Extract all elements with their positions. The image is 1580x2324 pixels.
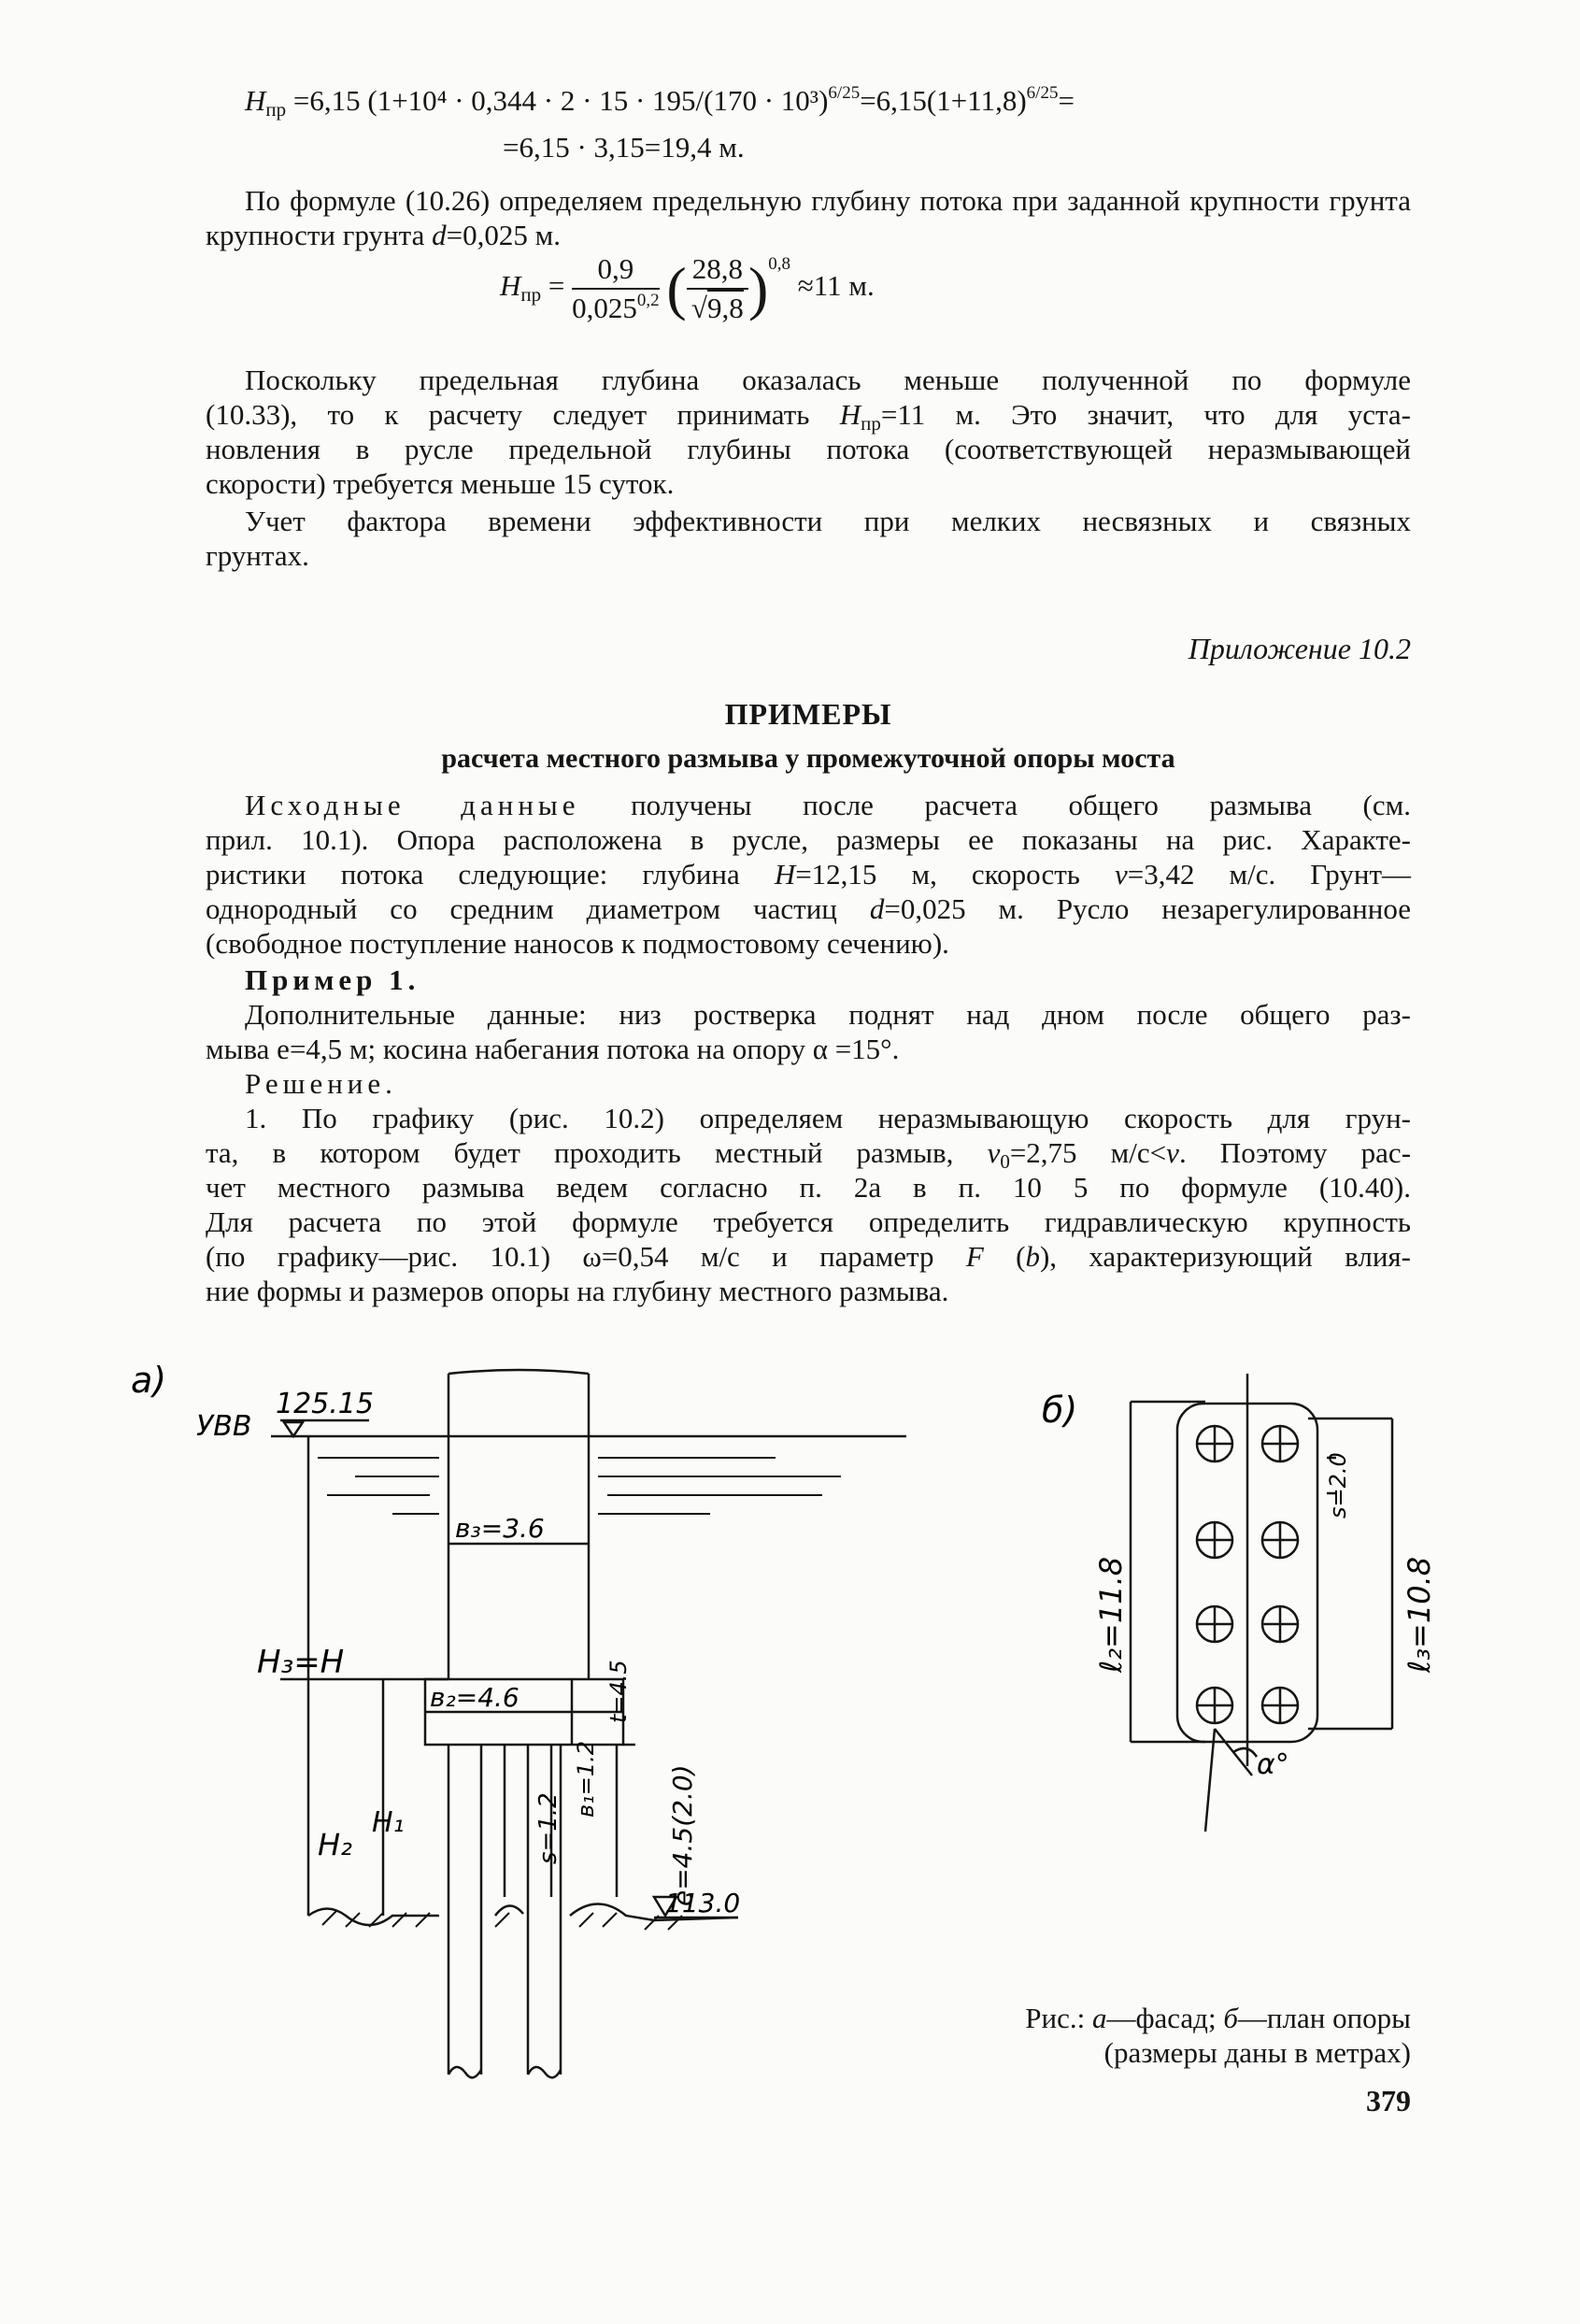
formula-h-pr-line1: $H_{пр} =6,15$ ($1+10^4 \cdot 0,344 \cdot 2 \cdot 15 \cdot 195/(170 \cdot 10^3)^{6/25}=6,15(1+11,8)^{6/25}=$ <box>245 83 1075 121</box>
example-title: Пример 1. <box>245 963 420 996</box>
dim-t: t=4.5 <box>605 1660 632 1723</box>
dim-s: s=1.2 <box>534 1792 562 1864</box>
dim-s-plan: s=2.0 <box>1325 1452 1351 1518</box>
paragraph-1-end: крупности грунта d=0,025 м. <box>206 219 561 251</box>
figure-b-label: б) <box>1042 1390 1078 1431</box>
dim-h1: H₁ <box>372 1806 405 1839</box>
water-dashes <box>318 1458 841 1514</box>
fraction-2: $\frac{28,8}{√9,8}$ <box>687 252 748 325</box>
paragraph-2: Поскольку предельная глубина оказалась меньше полученной по формуле (10.33), то к расчету следует принимать $H_{пр}=11$ м. Это значит, что для уста- новления в русле предельной глубины потока (соответствующей неразмывающей скорости) требуется меньше 15 суток. <box>206 364 1412 500</box>
figure-a-label: а) <box>131 1360 167 1401</box>
fraction-1: $\frac{0,9}{0,025^{0,2}}$ <box>572 252 660 324</box>
section-subheading: расчета местного размыва у промежуточной опоры моста <box>441 743 1175 774</box>
paragraph-5: Дополнительные данные: низ ростверка поднят над дном после общего раз- мыва e=4,5 м; косина набегания потока на опору α =15°. <box>206 998 1411 1065</box>
dim-e: e=4.5(2.0) <box>667 1764 698 1906</box>
dim-l3: ℓ₃=10.8 <box>1402 1556 1437 1673</box>
dim-b3: в₃=3.6 <box>455 1513 545 1544</box>
dim-l2: ℓ₂=11.8 <box>1093 1556 1129 1673</box>
elevation-top: 125.15 <box>276 1388 374 1420</box>
formula-h-pr-line2: =6,15 · 3,15=19,4 м. <box>503 131 745 164</box>
elevation-bottom: 113.0 <box>665 1888 741 1918</box>
paragraph-1: По формуле (10.26) определяем предельную глубину потока при заданной крупности грунта <box>245 184 1411 217</box>
ground-hatch <box>322 1911 682 1930</box>
section-heading: ПРИМЕРЫ <box>724 697 892 731</box>
paragraph-3: Учет фактора времени эффективности при мелких несвязных и связных грунтах. <box>206 505 1411 572</box>
page-number: 379 <box>1366 2084 1411 2117</box>
high-water-level-label: УВВ <box>196 1410 252 1443</box>
dim-h2: H₂ <box>318 1827 352 1862</box>
paragraph-4: Исходные данные получены после расчета общего размыва (см. прил. 10.1). Опора расположена в русле, размеры ее показаны на рис. Характе- ристики потока следующие: глубина H=12,15 м, скорость v=3,42 м/с. Грунт— однородный со средним диаметром частиц d=0,025 м. Русло незарегулированное (свободное поступление наносов к подмостовому сечению). <box>206 789 1412 960</box>
formula-h-pr-limit: $H_{пр}$ = $\frac{0,9}{0,025^{0,2}}$ ( $\frac{28,8}{√9,8}$ )$^{0,8}$ ≈11 м. <box>500 252 875 324</box>
facade-drawing <box>271 1370 906 2077</box>
dim-b2: в₂=4.6 <box>430 1682 520 1713</box>
dim-h3: H₃=H <box>257 1644 345 1681</box>
dim-b1: в₁=1.2 <box>573 1740 599 1818</box>
solution-label: Решение. <box>245 1067 397 1100</box>
figure-caption: Рис.: а—фасад; б—план опоры (размеры даны в метрах) <box>1025 2002 1411 2069</box>
paragraph-6: 1. По графику (рис. 10.2) определяем неразмывающую скорость для грун- та, в котором будет проходить местный размыв, $v_0=2,75$ м/с<v. Поэтому рас- чет местного размыва ведем согласно п. 2а в п. 10 5 по формуле (10.40). Для расчета по этой формуле требуется определить гидравлическую крупность (по графику—рис. 10.1) ω=0,54 м/с и параметр F (b), характеризующий влия- ние формы и размеров опоры на глубину местного размыва. <box>206 1102 1412 1307</box>
appendix-label: Приложение 10.2 <box>1188 632 1411 665</box>
angle-alpha: α° <box>1257 1748 1289 1781</box>
